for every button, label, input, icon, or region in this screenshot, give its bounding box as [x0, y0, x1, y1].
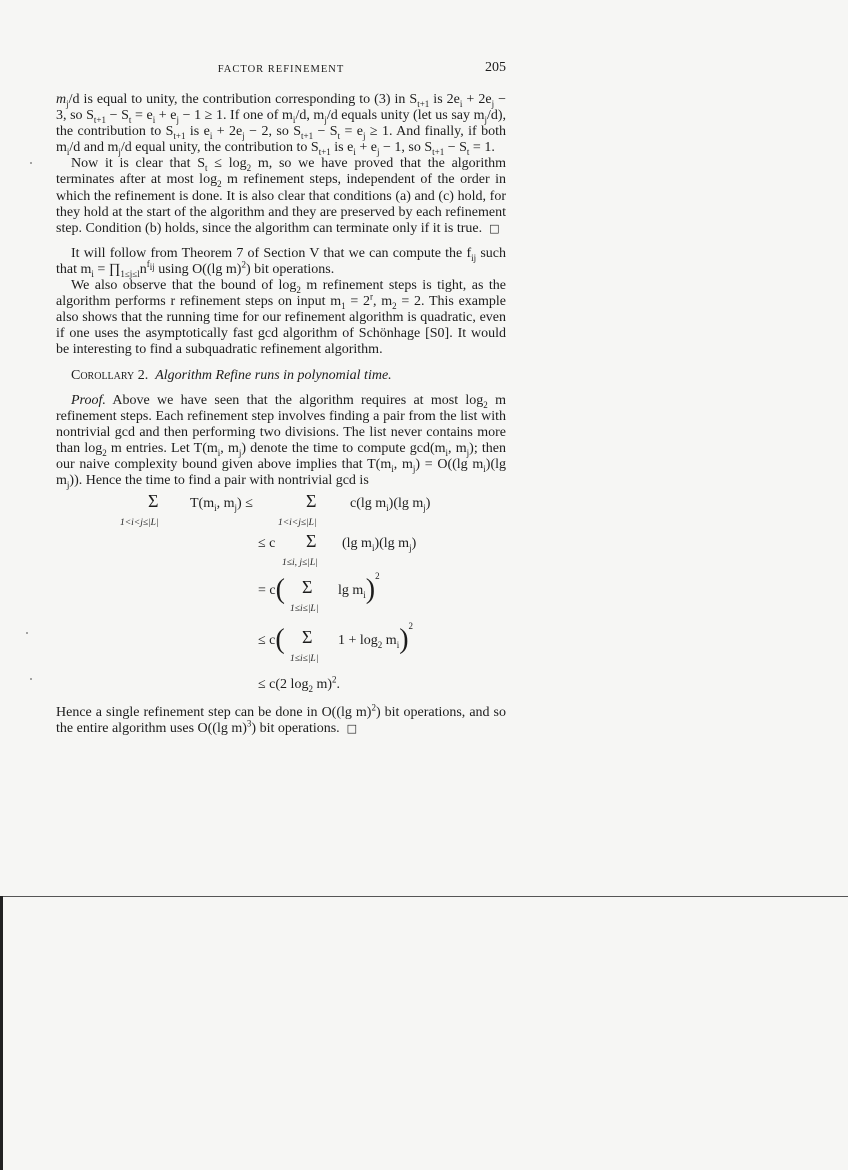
paragraph-continuation: $m_j/d$ is equal to unity, the contribution corresponding to (3) in $S_{t+1}$ is $2e_i + 2e_j - 3$, so $S_{t+1} - S_t = e_i + e_j - 1 \ge 1$. If one of $m_i/d$, $m_j/d$ equals unity (let us say $m_j/d$), the contribution to $S_{t+1}$ is $e_i + 2e_j - 2$, so $S_{t+1} - S_t = e_j \ge 1$. And finally, if both $m_i/d$ and $m_j/d$ equal unity, the contribution to $S_{t+1}$ is $e_i + e_j - 1$, so $S_{t+1} - S_t = 1$.	[56, 92, 507, 158]
scan-speck	[30, 162, 32, 164]
scan-speck	[30, 678, 32, 680]
paragraph-bound-tight: We also observe that the bound of $\log_2 m$ refinement steps is tight, as the algorithm performs r refinement steps on input $m_1 = 2^r$, $m_2 = 2$. This example also shows that the running time for our refinement algorithm is quadratic, even if one uses the asymptotically fast gcd algorithm of Schönhage [S0]. It would be interesting to find a subquadratic refinement algorithm.	[56, 278, 507, 358]
summation-symbol: Σ	[306, 491, 317, 512]
body-text	[56, 92, 506, 737]
page-header	[56, 60, 506, 80]
paragraph-conclusion: Hence a single refinement step can be done in O((lg m)$^2$) bit operations, and so the entire algorithm uses O((lg m)$^3$) bit operations. □	[56, 702, 507, 737]
display-equation	[56, 493, 506, 703]
proof-paragraph: Proof. Above we have seen that the algorithm requires at most $\log_2 m$ refinement steps. Each refinement step involves finding a pair from the list with nontrivial gcd and then performing two divisions. The list never contains more than $\log_2 m$ entries. Let $T(m_i$, $m_j$) denote the time to compute $\gcd(m_i$, $m_j$); then our naive complexity bound given above implies that $T(m_i$, $m_j) = O((\lg$ $m_i)(\lg$ $m_j$)). Hence the time to find a pair with nontrivial gcd is	[56, 392, 507, 490]
running-title: FACTOR REFINEMENT	[217, 64, 345, 75]
qed-symbol: □	[489, 221, 500, 235]
summation-symbol: Σ	[302, 627, 313, 648]
summation-symbol: Σ	[302, 577, 313, 598]
equation-line-1-lhs: $T(m_i$, $m_j$) ≤	[190, 496, 253, 513]
scan-edge-shadow	[0, 896, 3, 1170]
equation-line-2-expr: (lg $m_i)(\lg$ $m_j$)	[342, 536, 417, 553]
summation-range: 1≤i≤|L|	[290, 654, 319, 665]
summation-range: 1<i<j≤|L|	[120, 518, 159, 529]
equation-line-4: ≤ c(	[258, 624, 285, 656]
corollary-2: Corollary 2. Algorithm Refine runs in polynomial time.	[71, 367, 392, 383]
equation-line-3: = c(	[258, 574, 285, 606]
qed-symbol: □	[346, 722, 358, 736]
page-number: 205	[485, 60, 506, 75]
scan-speck	[26, 632, 28, 634]
scan-edge-line	[0, 896, 848, 897]
summation-range: 1≤i≤|L|	[290, 604, 319, 615]
summation-range: 1<i<j≤|L|	[278, 518, 317, 529]
equation-line-5: ≤ c(2 $\log_2 m)^2$.	[258, 674, 341, 694]
summation-symbol: Σ	[306, 531, 317, 552]
equation-line-1-rhs: c(lg $m_i)(\lg$ $m_j$)	[350, 496, 431, 513]
paragraph-theorem-reference: It will follow from Theorem 7 of Section V that we can compute the $f_{ij}$ such that $m_i$ = $\prod_{1\le j\le l}n^{f_{ij}}$ using O((lg m)$^2$) bit operations.	[56, 245, 506, 279]
paragraph-termination: Now it is clear that $S_t \le \log_2 m$, so we have proved that the algorithm terminates after at most $\log_2 m$ refinement steps, independent of the order in which the refinement is done. It is also clear that conditions (a) and (c) hold, for they hold at the start of the algorithm and they are preserved by each refinement step. Condition (b) holds, since the algorithm can terminate only if it is true. □	[56, 156, 507, 236]
equation-line-3-expr: $\lg m_i)^2$	[338, 570, 380, 606]
equation-line-4-expr: $1 + \log_2 m_i)^2$	[338, 620, 414, 656]
summation-symbol: Σ	[148, 491, 159, 512]
summation-range: 1≤i, j≤|L|	[282, 558, 318, 569]
equation-line-2-op: ≤ c	[258, 536, 276, 552]
